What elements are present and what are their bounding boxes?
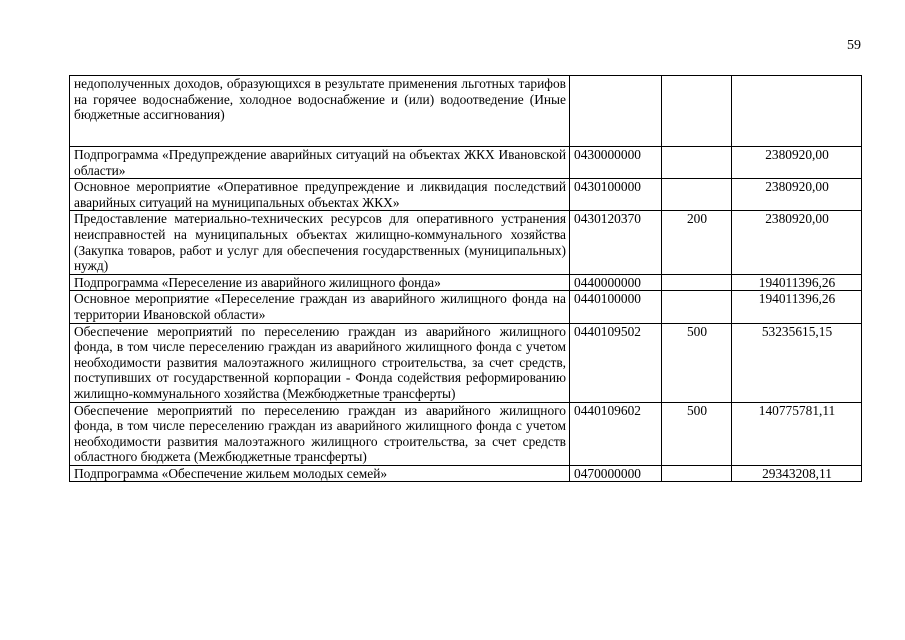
row-name: Обеспечение мероприятий по переселению граждан из аварийного жилищного фонда, в том числе переселению граждан из аварийного жилищного фонда с учетом необходимости развития малоэтажного жилищного строительства, за счет средств областного бюджета (Межбюджетные трансферты) xyxy=(70,402,570,465)
row-name: Подпрограмма «Обеспечение жильем молодых семей» xyxy=(70,465,570,482)
row-expense-type: 200 xyxy=(662,211,732,274)
page-number: 59 xyxy=(847,38,861,53)
row-amount: 29343208,11 xyxy=(732,465,862,482)
row-target-code: 0440100000 xyxy=(570,291,662,323)
row-name: Подпрограмма «Предупреждение аварийных ситуаций на объектах ЖКХ Ивановской области» xyxy=(70,147,570,179)
row-expense-type xyxy=(662,465,732,482)
table-row xyxy=(70,76,862,147)
table-row xyxy=(70,147,862,179)
row-target-code: 0440109602 xyxy=(570,402,662,465)
row-target-code: 0470000000 xyxy=(570,465,662,482)
row-name: Основное мероприятие «Оперативное предупреждение и ликвидация последствий аварийных ситуаций на муниципальных объектах ЖКХ» xyxy=(70,179,570,211)
row-target-code: 0440109502 xyxy=(570,323,662,402)
row-expense-type xyxy=(662,76,732,147)
row-name: Предоставление материально-технических ресурсов для оперативного устранения неисправностей на муниципальных объектах жилищно-коммунального хозяйства (Закупка товаров, работ и услуг для обеспечения государственных (муниципальных) нужд) xyxy=(70,211,570,274)
row-name: Подпрограмма «Переселение из аварийного жилищного фонда» xyxy=(70,274,570,291)
table-row xyxy=(70,179,862,211)
row-amount: 2380920,00 xyxy=(732,211,862,274)
row-expense-type: 500 xyxy=(662,323,732,402)
row-expense-type xyxy=(662,274,732,291)
table-row xyxy=(70,402,862,465)
budget-table xyxy=(69,75,862,482)
table-row xyxy=(70,211,862,274)
table-row xyxy=(70,274,862,291)
row-name: Обеспечение мероприятий по переселению граждан из аварийного жилищного фонда, в том числе переселению граждан из аварийного жилищного фонда с учетом необходимости развития малоэтажного жилищного строительства, за счет средств, поступивших от государственной корпорации - Фонда содействия реформированию жилищно-коммунального хозяйства (Межбюджетные трансферты) xyxy=(70,323,570,402)
row-name: недополученных доходов, образующихся в результате применения льготных тарифов на горячее водоснабжение, холодное водоснабжение и (или) водоотведение (Иные бюджетные ассигнования) xyxy=(70,76,570,147)
table-row xyxy=(70,465,862,482)
row-name: Основное мероприятие «Переселение граждан из аварийного жилищного фонда на территории Ивановской области» xyxy=(70,291,570,323)
row-amount: 140775781,11 xyxy=(732,402,862,465)
row-target-code xyxy=(570,76,662,147)
row-amount: 2380920,00 xyxy=(732,147,862,179)
row-target-code: 0430120370 xyxy=(570,211,662,274)
row-amount: 2380920,00 xyxy=(732,179,862,211)
table-row xyxy=(70,291,862,323)
row-expense-type xyxy=(662,147,732,179)
row-target-code: 0440000000 xyxy=(570,274,662,291)
table-row xyxy=(70,323,862,402)
row-target-code: 0430000000 xyxy=(570,147,662,179)
row-amount: 194011396,26 xyxy=(732,274,862,291)
row-target-code: 0430100000 xyxy=(570,179,662,211)
row-expense-type xyxy=(662,179,732,211)
row-expense-type xyxy=(662,291,732,323)
row-amount: 194011396,26 xyxy=(732,291,862,323)
row-amount xyxy=(732,76,862,147)
row-amount: 53235615,15 xyxy=(732,323,862,402)
row-expense-type: 500 xyxy=(662,402,732,465)
